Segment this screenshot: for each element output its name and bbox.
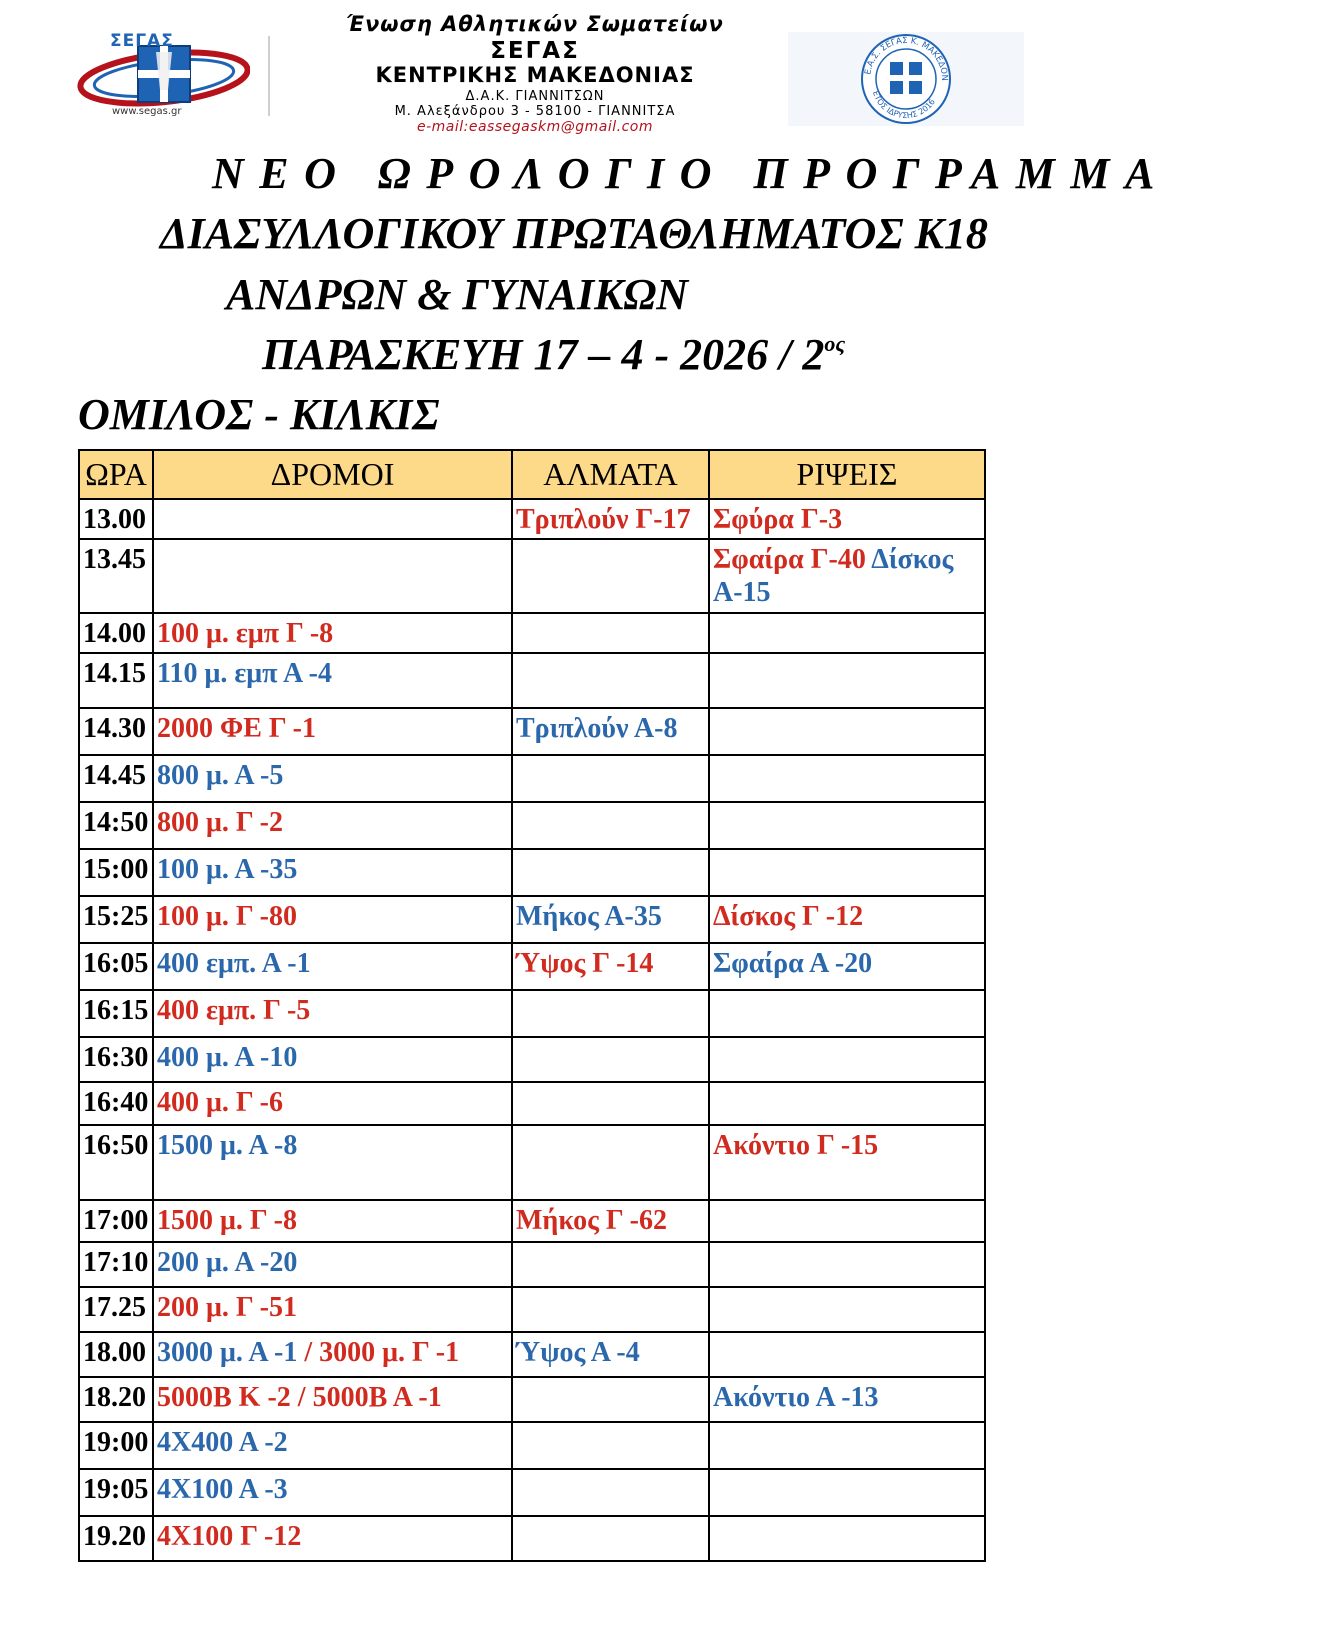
cell-time: 19.20 — [79, 1516, 153, 1561]
cell-jumps — [512, 1287, 709, 1332]
cell-throws — [709, 1377, 985, 1422]
event-entry: 800 μ. Α -5 — [157, 760, 284, 791]
cell-throws — [709, 896, 985, 943]
cell-time: 15:25 — [79, 896, 153, 943]
event-entry: Δίσκος Α-15 — [713, 544, 954, 608]
cell-jumps — [512, 1242, 709, 1287]
event-entry: Σφαίρα Α -20 — [713, 948, 873, 979]
event-entry: 1500 μ. Γ -8 — [157, 1205, 297, 1236]
org-name-line1: Ένωση Αθλητικών Σωματείων — [346, 12, 724, 36]
event-entry: Ύψος Γ -14 — [516, 948, 654, 979]
segas-logo — [76, 30, 250, 120]
title-line-1: ΝΕΟ ΩΡΟΛΟΓΙΟ ΠΡΟΓΡΑΜΜΑ — [212, 149, 1170, 198]
org-name-line3: ΚΕΝΤΡΙΚΗΣ ΜΑΚΕΔΟΝΙΑΣ — [375, 63, 695, 87]
event-entry: 400 εμπ. Α -1 — [157, 948, 311, 979]
cell-throws — [709, 539, 985, 613]
event-entry: Τριπλούν Α-8 — [516, 713, 678, 744]
cell-jumps — [512, 755, 709, 802]
cell-time: 19:00 — [79, 1422, 153, 1469]
cell-track — [153, 990, 512, 1037]
segas-emblem-icon — [76, 30, 250, 120]
cell-track — [153, 1332, 512, 1377]
event-entry: Ακόντιο Γ -15 — [713, 1130, 879, 1161]
event-entry: 100 μ. Α -35 — [157, 854, 298, 885]
cell-time: 18.20 — [79, 1377, 153, 1422]
cell-jumps — [512, 708, 709, 755]
cell-time: 13.45 — [79, 539, 153, 613]
event-entry: Μήκος Γ -62 — [516, 1205, 667, 1236]
column-header-jumps: ΑΛΜΑΤΑ — [512, 450, 709, 499]
letterhead-divider — [268, 36, 270, 116]
cell-track — [153, 802, 512, 849]
column-header-throws: ΡΙΨΕΙΣ — [709, 450, 985, 499]
event-entry: 4Χ400 Α -2 — [157, 1427, 288, 1458]
cell-throws — [709, 1037, 985, 1082]
event-entry: Σφύρα Γ-3 — [713, 504, 843, 535]
cell-jumps — [512, 1469, 709, 1516]
table-row — [79, 1242, 985, 1287]
table-row — [79, 1200, 985, 1242]
cell-throws — [709, 755, 985, 802]
table-row — [79, 653, 985, 708]
cell-throws — [709, 653, 985, 708]
cell-track — [153, 1516, 512, 1561]
organization-header — [280, 14, 790, 136]
table-header-row — [79, 450, 985, 499]
event-entry: 3000 μ. Α -1 — [157, 1337, 298, 1368]
cell-time: 16:30 — [79, 1037, 153, 1082]
cell-throws — [709, 1200, 985, 1242]
cell-throws — [709, 1469, 985, 1516]
title-date-line — [262, 330, 846, 379]
cell-track — [153, 1125, 512, 1200]
svg-text:Ε.Α.Σ. ΣΕΓΑΣ Κ. ΜΑΚΕΔΟΝΙΑΣ: Ε.Α.Σ. ΣΕΓΑΣ Κ. ΜΑΚΕΔΟΝ — [863, 35, 950, 82]
cell-throws — [709, 499, 985, 539]
cell-time: 13.00 — [79, 499, 153, 539]
cell-time: 17.25 — [79, 1287, 153, 1332]
cell-track — [153, 1287, 512, 1332]
cell-track — [153, 896, 512, 943]
cell-jumps — [512, 849, 709, 896]
event-entry: 1500 μ. Α -8 — [157, 1130, 298, 1161]
table-row — [79, 1469, 985, 1516]
event-entry-multi — [157, 1333, 508, 1369]
eas-seal-logo — [788, 32, 1024, 126]
cell-track — [153, 1082, 512, 1125]
event-entry: / 3000 μ. Γ -1 — [297, 1337, 460, 1368]
cell-time: 16:15 — [79, 990, 153, 1037]
event-entry: Δίσκος Γ -12 — [713, 901, 864, 932]
event-entry: 110 μ. εμπ Α -4 — [157, 658, 332, 689]
cell-throws — [709, 1242, 985, 1287]
cell-jumps — [512, 539, 709, 613]
cell-jumps — [512, 1516, 709, 1561]
event-entry: 400 εμπ. Γ -5 — [157, 995, 311, 1026]
event-entry: 5000Β Κ -2 / — [157, 1382, 306, 1413]
cell-track — [153, 849, 512, 896]
title-line-3: ΑΝΔΡΩΝ & ΓΥΝΑΙΚΩΝ — [226, 270, 689, 319]
table-row — [79, 539, 985, 613]
event-entry: 100 μ. εμπ Γ -8 — [157, 618, 334, 649]
cell-jumps — [512, 1037, 709, 1082]
event-entry: 4Χ100 Γ -12 — [157, 1521, 302, 1552]
schedule-table — [78, 449, 986, 1562]
org-name-line2: ΣΕΓΑΣ — [490, 38, 580, 64]
cell-jumps — [512, 943, 709, 990]
event-entry: Ύψος Α -4 — [516, 1337, 640, 1368]
cell-jumps — [512, 1377, 709, 1422]
cell-jumps — [512, 613, 709, 653]
cell-time: 14:50 — [79, 802, 153, 849]
title-group-venue: ΟΜΙΛΟΣ - ΚΙΛΚΙΣ — [78, 390, 440, 439]
table-row — [79, 1422, 985, 1469]
table-row — [79, 708, 985, 755]
cell-throws — [709, 802, 985, 849]
table-row — [79, 1037, 985, 1082]
event-entry: 200 μ. Γ -51 — [157, 1292, 297, 1323]
cell-jumps — [512, 1125, 709, 1200]
table-row — [79, 1516, 985, 1561]
cell-jumps — [512, 1332, 709, 1377]
table-row — [79, 1332, 985, 1377]
eas-seal-icon — [788, 32, 1024, 126]
event-entry: 200 μ. Α -20 — [157, 1247, 298, 1278]
cell-track — [153, 1037, 512, 1082]
cell-jumps — [512, 990, 709, 1037]
cell-time: 14.00 — [79, 613, 153, 653]
event-entry: 400 μ. Γ -6 — [157, 1087, 283, 1118]
cell-throws — [709, 943, 985, 990]
cell-jumps — [512, 1082, 709, 1125]
event-entry: 5000Β Α -1 — [305, 1382, 442, 1413]
cell-track — [153, 1200, 512, 1242]
cell-track — [153, 613, 512, 653]
event-entry: 400 μ. Α -10 — [157, 1042, 298, 1073]
cell-jumps — [512, 896, 709, 943]
table-row — [79, 1125, 985, 1200]
cell-throws — [709, 990, 985, 1037]
cell-time: 15:00 — [79, 849, 153, 896]
cell-jumps — [512, 1200, 709, 1242]
cell-throws — [709, 708, 985, 755]
table-row — [79, 943, 985, 990]
cell-track — [153, 1469, 512, 1516]
table-row — [79, 990, 985, 1037]
event-entry-multi — [157, 1378, 508, 1414]
cell-throws — [709, 1287, 985, 1332]
cell-track — [153, 653, 512, 708]
cell-time: 14.15 — [79, 653, 153, 708]
cell-throws — [709, 1082, 985, 1125]
cell-throws — [709, 1516, 985, 1561]
table-row — [79, 849, 985, 896]
cell-track — [153, 1377, 512, 1422]
org-email: e-mail:eassegaskm@gmail.com — [416, 119, 653, 135]
cell-track — [153, 755, 512, 802]
column-header-time: ΩΡΑ — [79, 450, 153, 499]
org-address: Μ. Αλεξάνδρου 3 - 58100 - ΓΙΑΝΝΙΤΣΑ — [394, 104, 676, 119]
event-entry: Σφαίρα Γ-40 — [713, 544, 866, 575]
cell-track — [153, 539, 512, 613]
cell-throws — [709, 613, 985, 653]
title-date: ΠΑΡΑΣΚΕΥΗ 17 – 4 - 2026 / 2 — [262, 330, 825, 379]
cell-track — [153, 1422, 512, 1469]
svg-text:www.segas.gr: www.segas.gr — [112, 106, 182, 117]
cell-time: 17:10 — [79, 1242, 153, 1287]
table-row — [79, 896, 985, 943]
table-row — [79, 1082, 985, 1125]
cell-track — [153, 499, 512, 539]
cell-time: 16:50 — [79, 1125, 153, 1200]
cell-jumps — [512, 499, 709, 539]
event-entry: 2000 ΦΕ Γ -1 — [157, 713, 316, 744]
event-entry: Ακόντιο Α -13 — [713, 1382, 879, 1413]
cell-time: 14.45 — [79, 755, 153, 802]
cell-time: 14.30 — [79, 708, 153, 755]
cell-throws — [709, 849, 985, 896]
event-entry: Μήκος Α-35 — [516, 901, 662, 932]
table-row — [79, 802, 985, 849]
table-row — [79, 499, 985, 539]
org-branch: Δ.Α.Κ. ΓΙΑΝΝΙΤΣΩΝ — [465, 89, 605, 104]
event-entry: Τριπλούν Γ-17 — [516, 504, 691, 535]
cell-track — [153, 1242, 512, 1287]
cell-throws — [709, 1332, 985, 1377]
cell-track — [153, 943, 512, 990]
column-header-track: ΔΡΟΜΟΙ — [153, 450, 512, 499]
cell-time: 16:05 — [79, 943, 153, 990]
cell-jumps — [512, 653, 709, 708]
cell-throws — [709, 1422, 985, 1469]
table-row — [79, 1377, 985, 1422]
title-ordinal-suffix: ος — [824, 331, 846, 356]
cell-time: 19:05 — [79, 1469, 153, 1516]
event-entry: 800 μ. Γ -2 — [157, 807, 283, 838]
cell-time: 17:00 — [79, 1200, 153, 1242]
table-row — [79, 755, 985, 802]
table-row — [79, 613, 985, 653]
event-entry-multi — [713, 540, 981, 609]
svg-text:ΣΕΓΑΣ: ΣΕΓΑΣ — [110, 31, 174, 51]
cell-time: 16:40 — [79, 1082, 153, 1125]
event-entry: 100 μ. Γ -80 — [157, 901, 297, 932]
cell-jumps — [512, 1422, 709, 1469]
event-entry: 4Χ100 Α -3 — [157, 1474, 288, 1505]
cell-throws — [709, 1125, 985, 1200]
cell-time: 18.00 — [79, 1332, 153, 1377]
cell-jumps — [512, 802, 709, 849]
svg-text:ΕΤΟΣ ΙΔΡΥΣΗΣ 2016: ΕΤΟΣ ΙΔΡΥΣΗΣ 2016 — [870, 89, 937, 121]
table-row — [79, 1287, 985, 1332]
cell-track — [153, 708, 512, 755]
title-line-2: ΔΙΑΣΥΛΛΟΓΙΚΟΥ ΠΡΩΤΑΘΛΗΜΑΤΟΣ Κ18 — [160, 209, 988, 258]
